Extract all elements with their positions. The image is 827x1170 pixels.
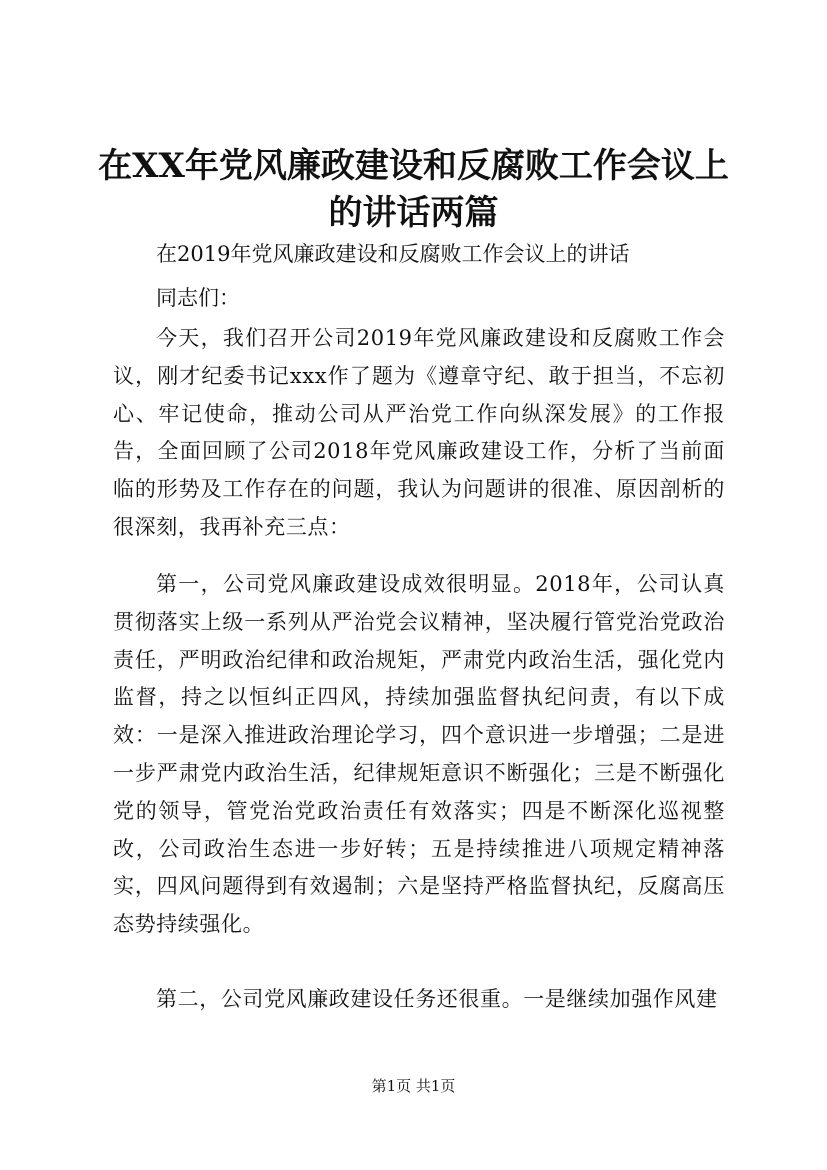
- speech-subtitle: 在2019年党风廉政建设和反腐败工作会议上的讲话: [156, 242, 630, 266]
- body-paragraph: 第二，公司党风廉政建设任务还很重。一是继续加强作风建: [156, 987, 718, 1011]
- greeting-line: 同志们：: [156, 286, 240, 310]
- document-title: 在XX年党风廉政建设和反腐败工作会议上的讲话两篇: [98, 146, 729, 233]
- body-paragraph: 第一，公司党风廉政建设成效很明显。2018年，公司认真贯彻落实上级一系列从严治党会议精神，坚决履行管党治党政治责任，严明政治纪律和政治规矩，严肃党内政治生活，强化党内监督，持之以恒纠正四风，持续加强监督执纪问责，有以下成效：一是深入推进政治理论学习，四个意识进一步增强；二是进一步严肃党内政治生活，纪律规矩意识不断强化；三是不断强化党的领导，管党治党政治责任有效落实；四是不断深化巡视整改，公司政治生态进一步好转；五是持续推进八项规定精神落实，四风问题得到有效遏制；六是坚持严格监督执纪，反腐高压态势持续强化。: [113, 572, 725, 937]
- body-paragraph: 今天，我们召开公司2019年党风廉政建设和反腐败工作会议，刚才纪委书记xxx作了题为《遵章守纪、敢于担当，不忘初心、牢记使命，推动公司从严治党工作向纵深发展》的工作报告，全面回顾了公司2018年党风廉政建设工作，分析了当前面临的形势及工作存在的问题，我认为问题讲的很准、原因剖析的很深刻，我再补充三点：: [113, 326, 725, 539]
- page-footer: 第1页 共1页: [371, 1077, 456, 1095]
